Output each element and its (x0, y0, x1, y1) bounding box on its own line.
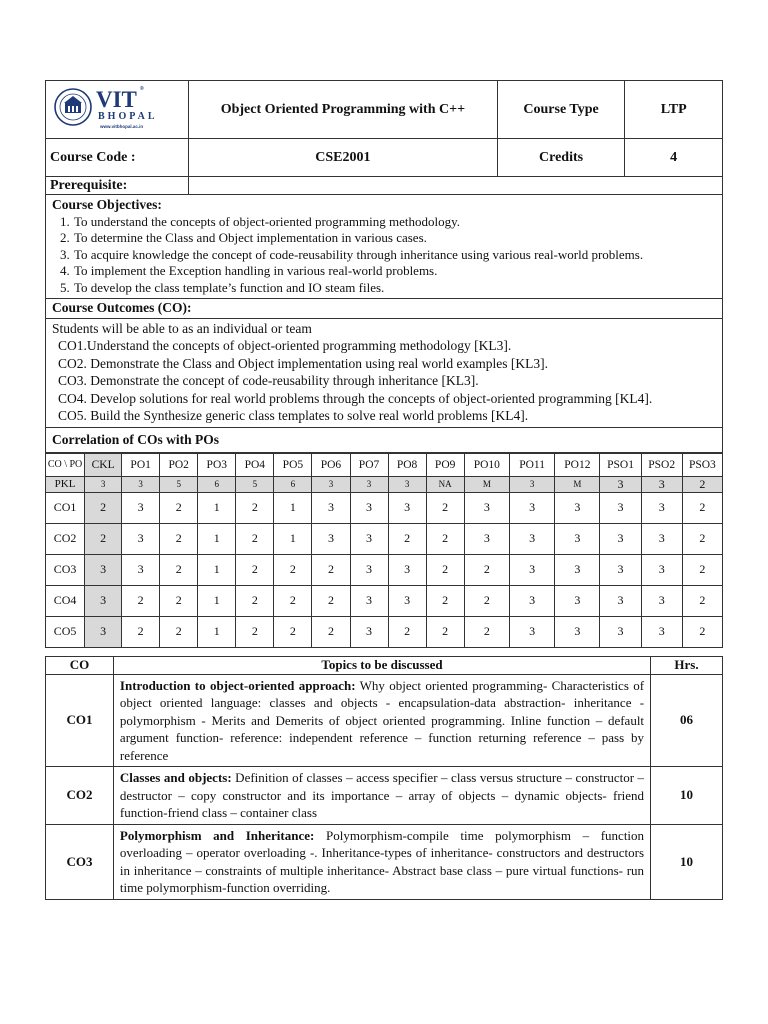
svg-text:VIT: VIT (96, 87, 137, 112)
pkl-cell: 2 (682, 476, 722, 492)
svg-text:www.vitbhopal.ac.in: www.vitbhopal.ac.in (100, 124, 144, 129)
correlation-cell: 3 (600, 554, 641, 585)
correlation-cell: 1 (274, 523, 312, 554)
prerequisite-label: Prerequisite: (46, 177, 189, 195)
correlation-cell: 3 (122, 554, 160, 585)
correlation-cell: 3 (600, 616, 641, 647)
correlation-cell: 2 (312, 585, 350, 616)
ckl-cell: 3 (85, 616, 122, 647)
course-code-label: Course Code : (46, 139, 189, 177)
correlation-cell: 2 (426, 554, 464, 585)
correlation-cell: 3 (641, 523, 682, 554)
topics-head-co: CO (46, 656, 114, 674)
pkl-cell: M (464, 476, 509, 492)
outcome-item: CO4. Develop solutions for real world problems through the concepts of object-oriented programming [KL4]. (58, 390, 653, 406)
correlation-row (46, 585, 723, 616)
ckl-header: CKL (85, 453, 122, 476)
po-header: PO3 (198, 453, 236, 476)
correlation-cell: 2 (274, 585, 312, 616)
topic-text: Polymorphism-compile time polymorphism – function overloading – operator overloading -. Inheritance-types of inheritance- constructors and destructors in inheritance – constraints of multiple inheritance- Abstract base class – pure virtual functions- run time polymorphism-function overriding. (119, 827, 645, 895)
svg-text:BHOPAL: BHOPAL (98, 111, 158, 122)
correlation-cell: 2 (160, 523, 198, 554)
pkl-cell: 3 (350, 476, 388, 492)
correlation-cell: 2 (122, 585, 160, 616)
correlation-cell: 3 (350, 616, 388, 647)
correlation-cell: 3 (600, 585, 641, 616)
topic-heading: Polymorphism and Inheritance: (119, 827, 315, 843)
correlation-cell: 3 (555, 554, 600, 585)
correlation-cell: 3 (509, 492, 554, 523)
pkl-cell: 6 (274, 476, 312, 492)
correlation-cell: 3 (350, 585, 388, 616)
ckl-cell: 3 (85, 585, 122, 616)
correlation-title: Correlation of COs with POs (46, 428, 723, 453)
ckl-cell: 2 (85, 523, 122, 554)
correlation-cell: 1 (198, 523, 236, 554)
correlation-cell: 3 (555, 585, 600, 616)
correlation-cell: 3 (122, 523, 160, 554)
topic-row (46, 674, 723, 767)
pkl-cell: M (555, 476, 600, 492)
objective-item: 3. To acquire knowledge the concept of code-reusability through inheritance using various real-world problems. (73, 247, 718, 264)
po-header: PO12 (555, 453, 600, 476)
po-header: PO6 (312, 453, 350, 476)
topic-row (46, 824, 723, 899)
correlation-cell: 2 (236, 554, 274, 585)
correlation-cell: 3 (555, 523, 600, 554)
correlation-cell: 2 (160, 492, 198, 523)
pkl-row (46, 476, 723, 492)
topic-co: CO1 (46, 674, 114, 767)
correlation-cell: 3 (388, 585, 426, 616)
correlation-cell: 2 (274, 616, 312, 647)
objective-item: 2. To determine the Class and Object implementation in various cases. (73, 230, 718, 247)
correlation-cell: 2 (312, 554, 350, 585)
correlation-cell: 2 (274, 554, 312, 585)
correlation-cell: 1 (198, 492, 236, 523)
pkl-label: PKL (46, 476, 85, 492)
correlation-cell: 2 (682, 492, 722, 523)
correlation-cell: 3 (312, 523, 350, 554)
co-label: CO2 (46, 523, 85, 554)
pkl-cell: 5 (236, 476, 274, 492)
ckl-cell: 2 (85, 492, 122, 523)
correlation-cell: 2 (160, 585, 198, 616)
correlation-cell: 2 (464, 616, 509, 647)
university-logo (46, 81, 189, 139)
correlation-cell: 2 (682, 616, 722, 647)
correlation-cell: 2 (426, 616, 464, 647)
correlation-cell: 3 (509, 616, 554, 647)
correlation-row (46, 492, 723, 523)
corner-cell: CO \ PO (46, 453, 85, 476)
co-label: CO1 (46, 492, 85, 523)
correlation-cell: 2 (426, 585, 464, 616)
correlation-cell: 2 (682, 585, 722, 616)
po-header: PO7 (350, 453, 388, 476)
correlation-cell: 2 (160, 616, 198, 647)
co-label: CO5 (46, 616, 85, 647)
outcome-item: CO2. Demonstrate the Class and Object implementation using real world examples [KL3]. (58, 355, 549, 371)
correlation-cell: 2 (236, 492, 274, 523)
po-header: PSO1 (600, 453, 641, 476)
correlation-cell: 3 (388, 554, 426, 585)
correlation-row (46, 554, 723, 585)
credits-label: Credits (497, 139, 625, 177)
correlation-cell: 3 (555, 492, 600, 523)
course-type-label: Course Type (497, 81, 625, 139)
correlation-table (45, 453, 723, 648)
po-header: PO9 (426, 453, 464, 476)
course-header-table (45, 80, 723, 195)
correlation-cell: 2 (426, 523, 464, 554)
correlation-cell: 3 (509, 585, 554, 616)
topic-content (113, 674, 650, 767)
po-header: PO10 (464, 453, 509, 476)
objective-item: 1. To understand the concepts of object-oriented programming methodology. (73, 214, 718, 231)
outcomes-section (45, 299, 723, 428)
pkl-ckl: 3 (85, 476, 122, 492)
svg-text:®: ® (140, 86, 144, 92)
correlation-cell: 2 (236, 523, 274, 554)
topic-hours: 10 (651, 767, 723, 825)
objectives-section (45, 195, 723, 299)
correlation-cell: 3 (350, 554, 388, 585)
correlation-cell: 3 (600, 523, 641, 554)
pkl-cell: 3 (641, 476, 682, 492)
credits-value: 4 (625, 139, 723, 177)
co-label: CO4 (46, 585, 85, 616)
topic-hours: 10 (651, 824, 723, 899)
topic-co: CO3 (46, 824, 114, 899)
correlation-cell: 3 (122, 492, 160, 523)
ckl-cell: 3 (85, 554, 122, 585)
po-header: PO4 (236, 453, 274, 476)
topic-co: CO2 (46, 767, 114, 825)
correlation-cell: 3 (600, 492, 641, 523)
topic-text: Why object oriented programming- Characteristics of object oriented language: classes and objects - encapsulation-data abstraction- inheritance - polymorphism - Merits and Demerits of object oriented programming. Inline function – default argument function- reference: independent reference – function returning reference – pass by reference (119, 677, 645, 763)
correlation-cell: 2 (160, 554, 198, 585)
po-header: PO11 (509, 453, 554, 476)
topic-content (113, 767, 650, 825)
co-label: CO3 (46, 554, 85, 585)
topic-hours: 06 (651, 674, 723, 767)
correlation-rows (46, 492, 723, 647)
topics-rows (46, 674, 723, 899)
correlation-cell: 3 (350, 492, 388, 523)
topics-table (45, 656, 723, 900)
ltp-label: LTP (625, 81, 723, 139)
correlation-cell: 1 (198, 554, 236, 585)
pkl-cell: 3 (122, 476, 160, 492)
correlation-cell: 3 (350, 523, 388, 554)
pkl-cell: 3 (509, 476, 554, 492)
topics-head-hrs: Hrs. (651, 656, 723, 674)
course-title: Object Oriented Programming with C++ (189, 81, 498, 139)
outcomes-intro: Students will be able to as an individual or team (52, 320, 312, 336)
correlation-cell: 2 (236, 616, 274, 647)
correlation-row (46, 523, 723, 554)
correlation-cell: 2 (464, 585, 509, 616)
po-header: PO1 (122, 453, 160, 476)
objectives-title: Course Objectives: (52, 197, 162, 212)
vit-bhopal-logo (50, 81, 184, 133)
outcome-item: CO5. Build the Synthesize generic class templates to solve real world problems [KL4]. (58, 408, 529, 423)
pkl-cell: 3 (388, 476, 426, 492)
po-header: PSO2 (641, 453, 682, 476)
topics-head-topics: Topics to be discussed (113, 656, 650, 674)
correlation-cell: 2 (312, 616, 350, 647)
objective-item: 5. To develop the class template’s function and IO steam files. (73, 280, 718, 297)
objectives-list (52, 214, 718, 297)
prerequisite-value (189, 177, 723, 195)
correlation-cell: 3 (641, 585, 682, 616)
outcome-item: CO1.Understand the concepts of object-oriented programming methodology [KL3]. (58, 338, 512, 353)
po-header: PO8 (388, 453, 426, 476)
pkl-cell: 5 (160, 476, 198, 492)
topic-content (113, 824, 650, 899)
correlation-cell: 1 (198, 616, 236, 647)
pkl-cell: 3 (312, 476, 350, 492)
topic-heading: Introduction to object-oriented approach: (119, 677, 356, 693)
correlation-cell: 3 (641, 492, 682, 523)
pkl-cell: 3 (600, 476, 641, 492)
objective-item: 4. To implement the Exception handling in various real-world problems. (73, 263, 718, 280)
correlation-cell: 3 (641, 616, 682, 647)
correlation-cell: 2 (682, 554, 722, 585)
correlation-section (45, 428, 723, 453)
correlation-cell: 2 (236, 585, 274, 616)
correlation-cell: 2 (122, 616, 160, 647)
correlation-row (46, 616, 723, 647)
po-header: PO5 (274, 453, 312, 476)
po-header: PSO3 (682, 453, 722, 476)
topic-row (46, 767, 723, 825)
correlation-cell: 3 (464, 523, 509, 554)
pkl-cell: 6 (198, 476, 236, 492)
correlation-cell: 2 (388, 523, 426, 554)
po-header: PO2 (160, 453, 198, 476)
correlation-cell: 1 (274, 492, 312, 523)
correlation-cell: 1 (198, 585, 236, 616)
correlation-cell: 3 (555, 616, 600, 647)
correlation-cell: 3 (388, 492, 426, 523)
outcomes-title: Course Outcomes (CO): (52, 300, 192, 315)
correlation-cell: 3 (509, 523, 554, 554)
course-code: CSE2001 (189, 139, 498, 177)
syllabus-document (45, 80, 723, 900)
correlation-cell: 3 (509, 554, 554, 585)
correlation-cell: 2 (464, 554, 509, 585)
correlation-cell: 3 (641, 554, 682, 585)
correlation-cell: 2 (388, 616, 426, 647)
outcome-item: CO3. Demonstrate the concept of code-reusability through inheritance [KL3]. (58, 373, 479, 388)
correlation-cell: 3 (464, 492, 509, 523)
pkl-cell: NA (426, 476, 464, 492)
topic-text: Definition of classes – access specifier – class versus structure – constructor – destructor – copy constructor and its importance – array of objects – dynamic objects- friend function-friend class – container class (119, 770, 645, 820)
correlation-cell: 2 (682, 523, 722, 554)
correlation-cell: 2 (426, 492, 464, 523)
topic-heading: Classes and objects: (119, 770, 232, 785)
correlation-cell: 3 (312, 492, 350, 523)
